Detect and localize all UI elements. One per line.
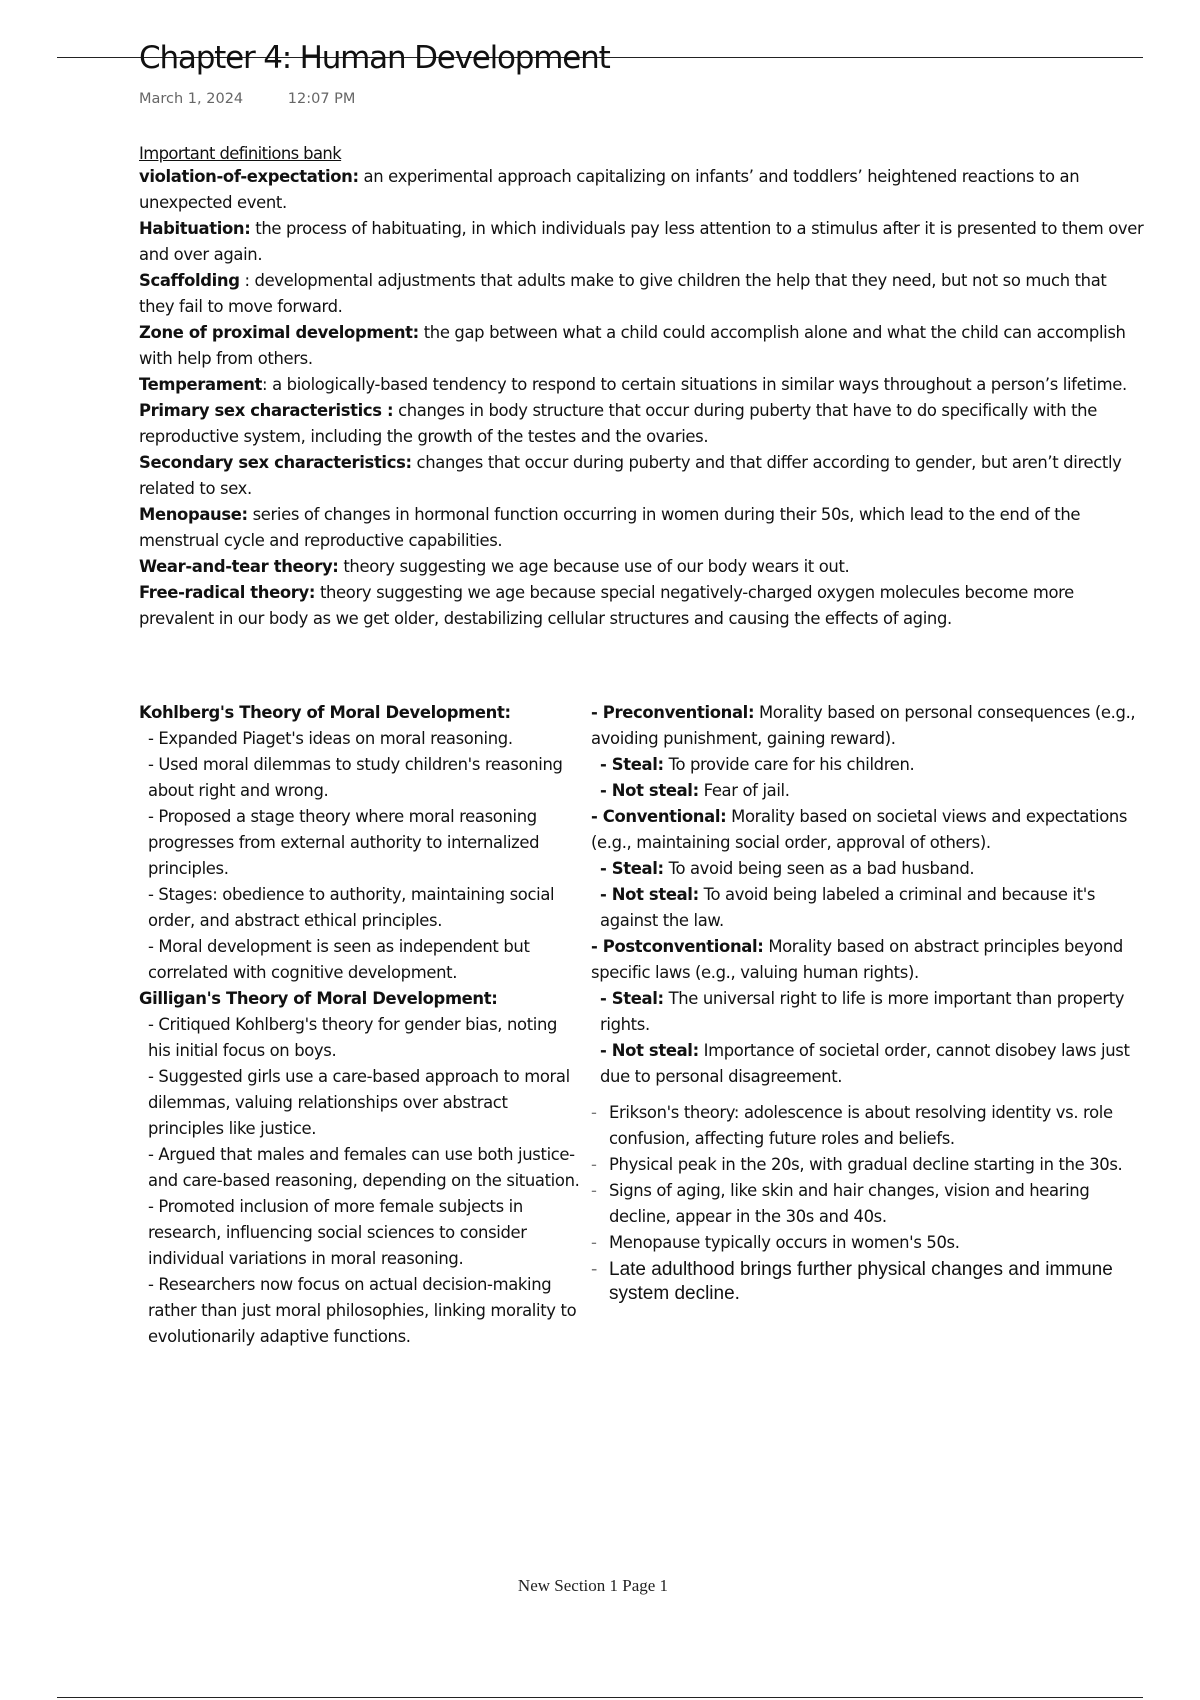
kohlberg-heading [139, 700, 581, 726]
not-steal-label: - Not steal: [600, 781, 699, 800]
stage-postconventional [591, 934, 1146, 986]
definitions-heading: Important definitions bank [139, 144, 342, 163]
definition-term: Wear-and-tear theory: [139, 557, 339, 576]
page-title: Chapter 4: Human Development [139, 40, 610, 76]
not-steal-label: - Not steal: [600, 885, 699, 904]
definition-term: Secondary sex characteristics: [139, 453, 412, 472]
definition-item [139, 398, 1144, 450]
stage-conventional [591, 804, 1146, 856]
stage-not-steal [591, 1038, 1146, 1090]
definition-term: Primary sex characteristics : [139, 401, 394, 420]
steal-text: To avoid being seen as a bad husband. [663, 859, 975, 878]
definition-text: theory suggesting we age because special negatively-charged oxygen molecules become more prevalent in our body as we get older, destabilizing cellular structures and causing the effects of aging. [139, 583, 1074, 628]
definition-text: changes in body structure that occur during puberty that have to do specifically with the reproductive system, including the growth of the testes and the ovaries. [139, 401, 1097, 446]
steal-label: - Steal: [600, 755, 664, 774]
kohlberg-point: - Used moral dilemmas to study children's reasoning about right and wrong. [148, 755, 563, 800]
gilligan-point: - Critiqued Kohlberg's theory for gender bias, noting his initial focus on boys. [148, 1015, 558, 1060]
bullet-text: Signs of aging, like skin and hair changes, vision and hearing decline, appear in the 30s and 40s. [609, 1181, 1090, 1226]
definition-text: : developmental adjustments that adults make to give children the help that they need, but not so much that they fail to move forward. [139, 271, 1107, 316]
definition-item [139, 320, 1144, 372]
stage-steal [591, 752, 1146, 778]
gilligan-point: - Researchers now focus on actual decision-making rather than just moral philosophies, linking morality to evolutionarily adaptive functions. [148, 1275, 577, 1346]
stage-not-steal [591, 882, 1146, 934]
bottom-rule [57, 1697, 1143, 1698]
steal-label: - Steal: [600, 859, 664, 878]
definition-item [139, 164, 1144, 216]
definition-text: theory suggesting we age because use of our body wears it out. [338, 557, 850, 576]
stage-steal [591, 986, 1146, 1038]
definition-text: changes that occur during puberty and that differ according to gender, but aren’t directly related to sex. [139, 453, 1122, 498]
list-item [591, 1178, 1146, 1230]
list-item [591, 1100, 1146, 1152]
definition-item [139, 580, 1144, 632]
not-steal-label: - Not steal: [600, 1041, 699, 1060]
definition-text: series of changes in hormonal function occurring in women during their 50s, which lead to the end of the menstrual cycle and reproductive capabilities. [139, 505, 1081, 550]
definitions-bank [139, 144, 1144, 632]
stage-preconventional [591, 700, 1146, 752]
list-item [591, 1230, 1146, 1256]
kohlberg-point: - Moral development is seen as independent but correlated with cognitive development. [148, 937, 530, 982]
page-time: 12:07 PM [287, 91, 356, 107]
definition-item [139, 268, 1144, 320]
definition-term: Scaffolding [139, 271, 240, 290]
stage-desc: Morality based on personal consequences (e.g., avoiding punishment, gaining reward). [591, 703, 1136, 748]
kohlberg-stages-column [591, 700, 1146, 1306]
stage-desc: Morality based on societal views and expectations (e.g., maintaining social order, approval of others). [591, 807, 1128, 852]
not-steal-text: Importance of societal order, cannot disobey laws just due to personal disagreement. [600, 1041, 1130, 1086]
definition-term: Temperament [139, 375, 263, 394]
definition-item [139, 502, 1144, 554]
stage-name: - Preconventional: [591, 703, 755, 722]
moral-theories-column [139, 700, 581, 1350]
gilligan-point: - Promoted inclusion of more female subjects in research, influencing social sciences to consider individual variations in moral reasoning. [148, 1197, 527, 1268]
kohlberg-point: - Stages: obedience to authority, maintaining social order, and abstract ethical principles. [148, 885, 555, 930]
bullet-text: Erikson's theory: adolescence is about resolving identity vs. role confusion, affecting future roles and beliefs. [609, 1103, 1113, 1148]
page-date: March 1, 2024 [139, 91, 244, 107]
stage-steal [591, 856, 1146, 882]
definition-term: violation-of-expectation: [139, 167, 359, 186]
definition-item [139, 554, 1144, 580]
gilligan-heading [139, 986, 581, 1012]
page-footer: New Section 1 Page 1 [517, 1576, 669, 1595]
list-item [591, 1152, 1146, 1178]
definition-text: the process of habituating, in which individuals pay less attention to a stimulus after it is presented to them over and over again. [139, 219, 1144, 264]
definition-item [139, 372, 1144, 398]
stage-name: - Conventional: [591, 807, 727, 826]
definition-term: Zone of proximal development: [139, 323, 419, 342]
development-bullet-list [591, 1100, 1146, 1306]
gilligan-point: - Suggested girls use a care-based approach to moral dilemmas, valuing relationships over abstract principles like justice. [148, 1067, 570, 1138]
definition-item [139, 450, 1144, 502]
kohlberg-heading-text: Kohlberg's Theory of Moral Development: [139, 703, 511, 722]
bullet-marker: - [591, 1259, 598, 1280]
definition-text: : a biologically-based tendency to respond to certain situations in similar ways throughout a person’s lifetime. [262, 375, 1127, 394]
bullet-marker: - [591, 1155, 597, 1174]
not-steal-text: To avoid being labeled a criminal and because it's against the law. [600, 885, 1096, 930]
steal-label: - Steal: [600, 989, 664, 1008]
stage-desc: Morality based on abstract principles beyond specific laws (e.g., valuing human rights). [591, 937, 1123, 982]
steal-text: To provide care for his children. [663, 755, 915, 774]
definition-text: the gap between what a child could accomplish alone and what the child can accomplish with help from others. [139, 323, 1126, 368]
stage-name: - Postconventional: [591, 937, 764, 956]
dateline [139, 91, 355, 107]
gilligan-heading-text: Gilligan's Theory of Moral Development: [139, 989, 498, 1008]
definition-term: Habituation: [139, 219, 251, 238]
bullet-marker: - [591, 1181, 597, 1200]
bullet-marker: - [591, 1233, 597, 1252]
definition-text: an experimental approach capitalizing on infants’ and toddlers’ heightened reactions to an unexpected event. [139, 167, 1080, 212]
bullet-marker: - [591, 1103, 597, 1122]
not-steal-text: Fear of jail. [698, 781, 790, 800]
kohlberg-point: - Proposed a stage theory where moral reasoning progresses from external authority to internalized principles. [148, 807, 540, 878]
definition-item [139, 216, 1144, 268]
definition-term: Menopause: [139, 505, 248, 524]
bullet-text: Late adulthood brings further physical changes and immune system decline. [609, 1259, 1113, 1304]
list-item [591, 1258, 1146, 1306]
stage-not-steal [591, 778, 1146, 804]
bullet-text: Physical peak in the 20s, with gradual decline starting in the 30s. [609, 1155, 1123, 1174]
bullet-text: Menopause typically occurs in women's 50s. [609, 1233, 960, 1252]
kohlberg-point: - Expanded Piaget's ideas on moral reasoning. [148, 729, 513, 748]
gilligan-point: - Argued that males and females can use both justice- and care-based reasoning, depending on the situation. [148, 1145, 580, 1190]
steal-text: The universal right to life is more important than property rights. [600, 989, 1125, 1034]
definition-term: Free-radical theory: [139, 583, 316, 602]
